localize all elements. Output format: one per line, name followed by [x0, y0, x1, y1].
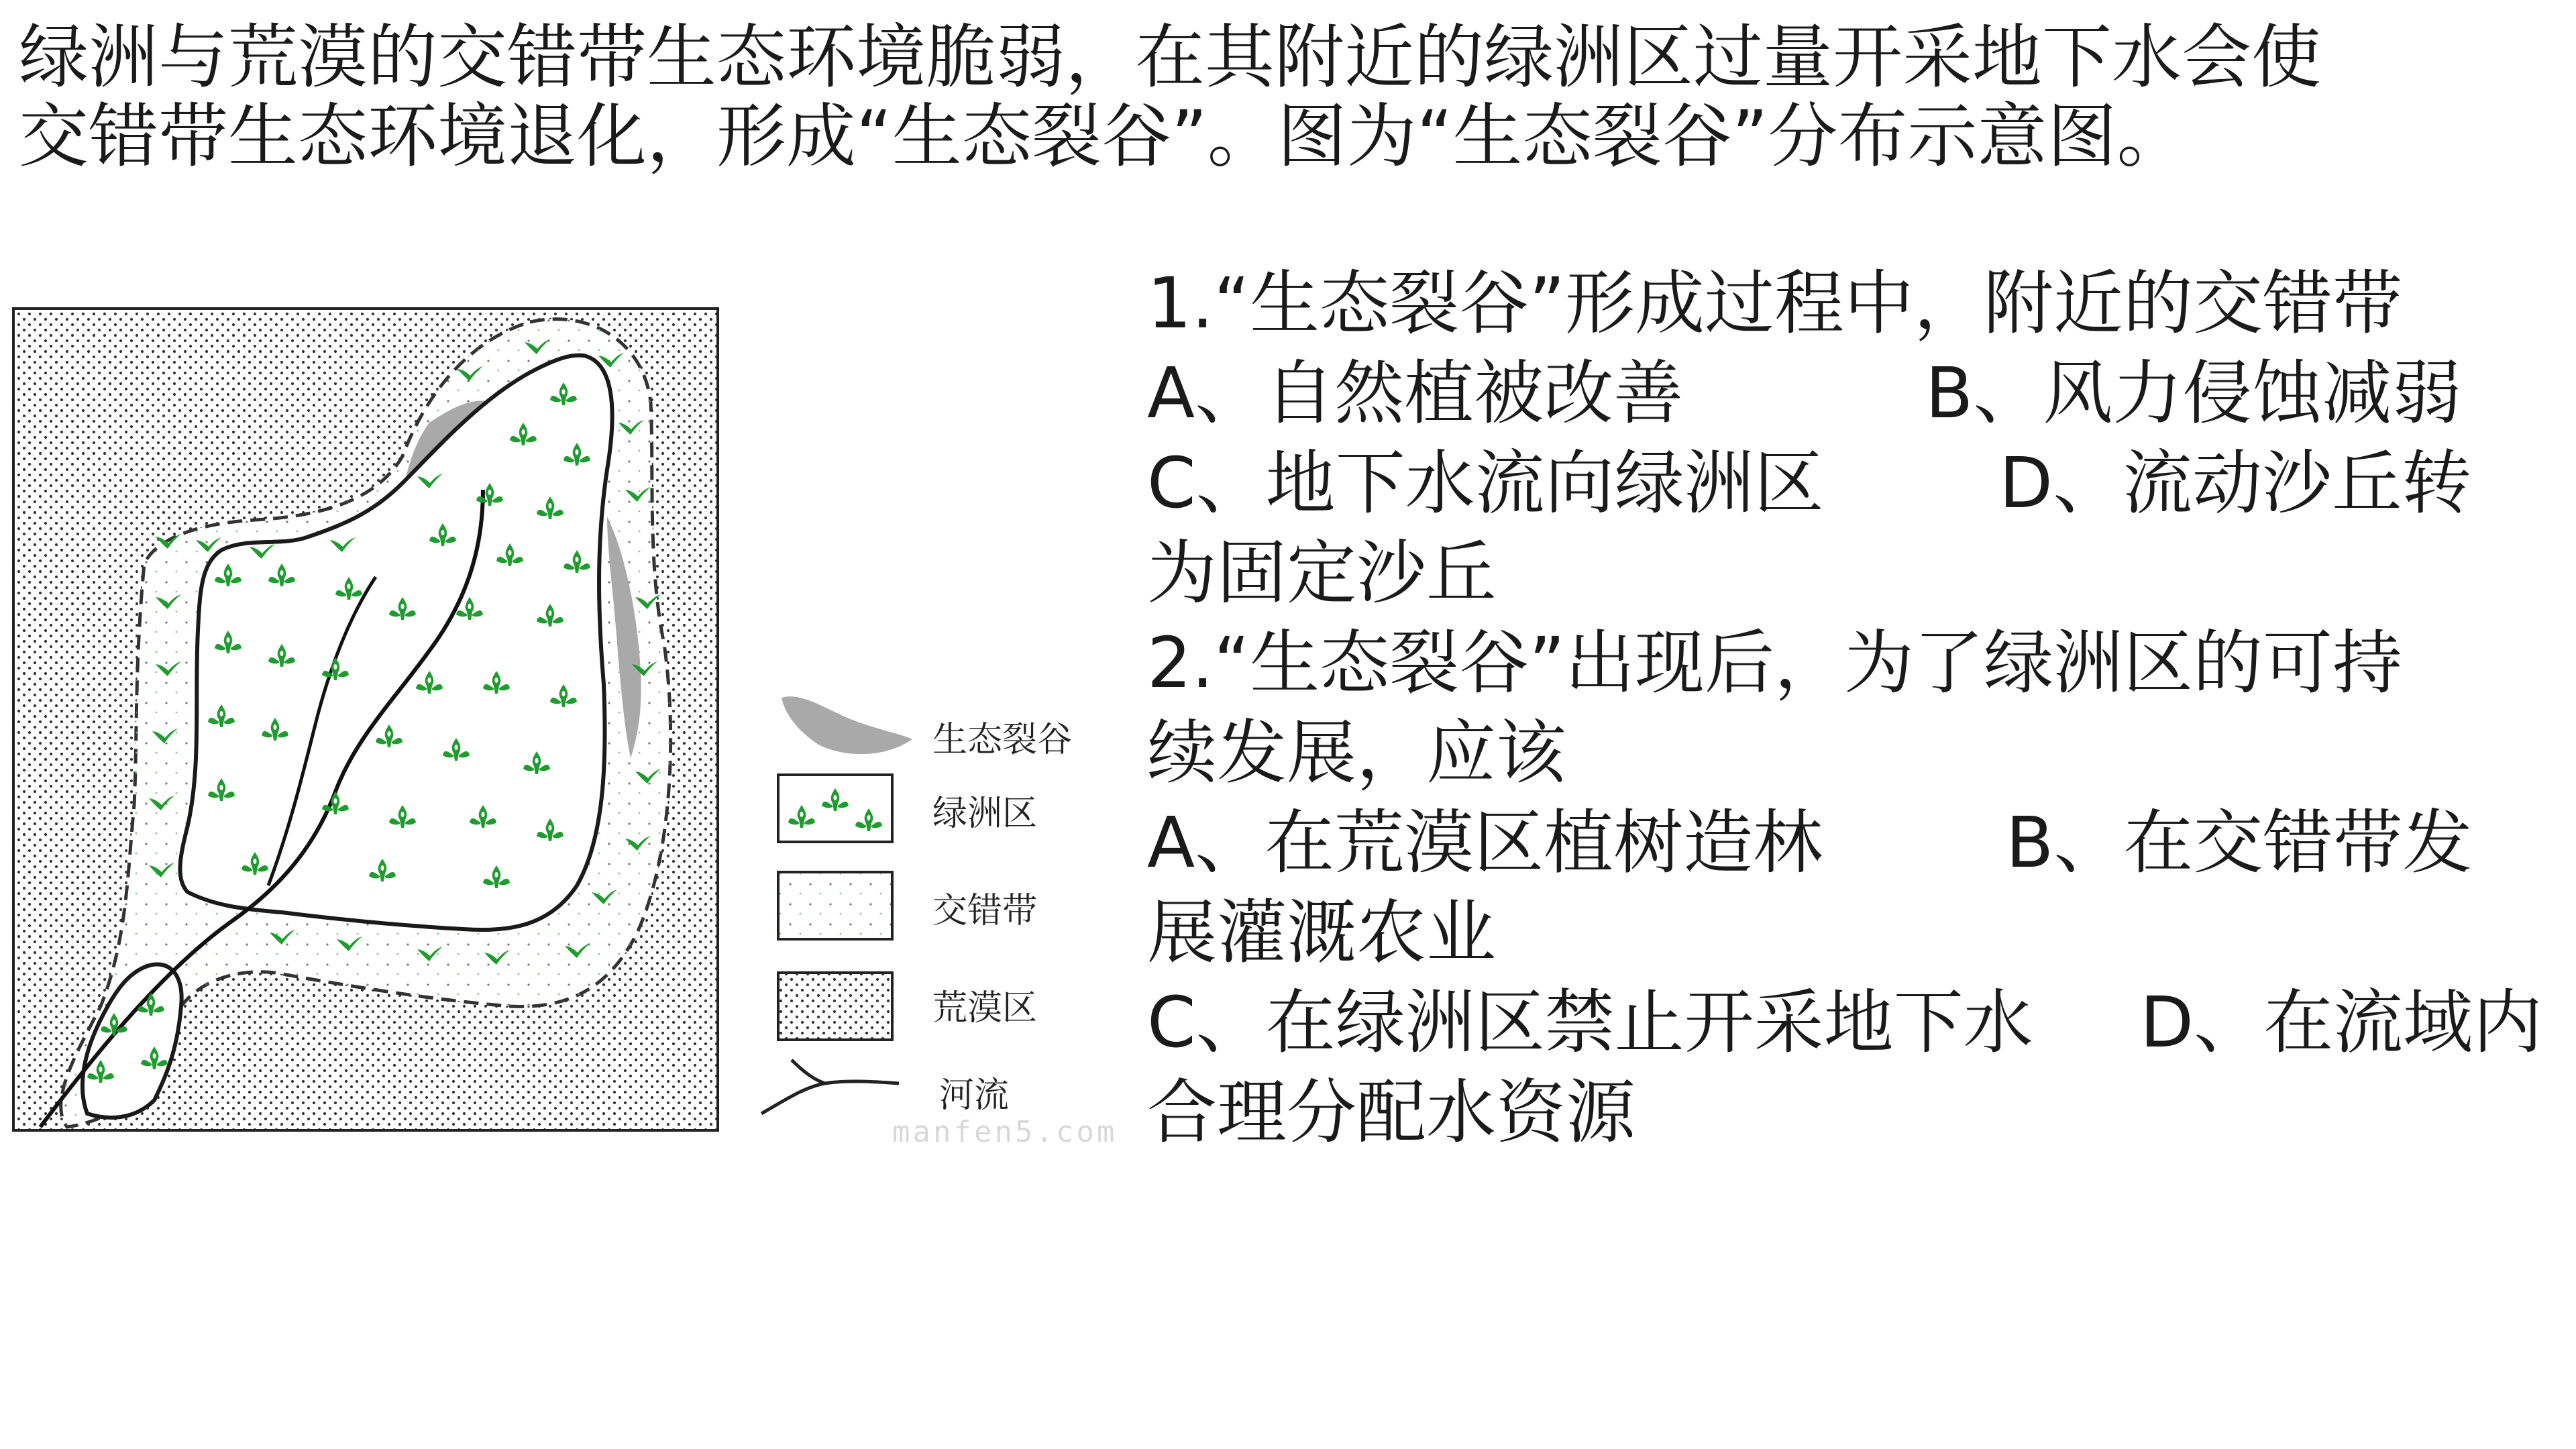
watermark: manfen5.com [892, 1115, 1118, 1149]
q2-stem-2: 续发展，应该 [1147, 712, 1566, 794]
q1-option-b[interactable]: B、风力侵蚀减弱 [1925, 352, 2462, 434]
intro-text [19, 17, 2568, 176]
q1-stem: 1.“生态裂谷”形成过程中，附近的交错带 [1147, 262, 2402, 344]
legend-river [761, 1060, 1009, 1116]
q2-option-d[interactable]: D、在流域内 [2140, 981, 2543, 1063]
legend-oasis-label: 绿洲区 [932, 794, 1038, 834]
legend-desert [778, 973, 1037, 1040]
ecological-rift-map [0, 295, 1147, 1154]
questions [1147, 258, 2563, 1157]
q1-option-a[interactable]: A、自然植被改善 [1147, 352, 1684, 434]
q1-options-cd [1147, 438, 2563, 528]
q1-option-d[interactable]: D、流动沙丘转 [1999, 442, 2472, 524]
legend-ecotone [778, 872, 1037, 939]
q2-stem-1: 2.“生态裂谷”出现后，为了绿洲区的可持 [1147, 622, 2402, 704]
intro-line-1: 绿洲与荒漠的交错带生态环境脆弱，在其附近的绿洲区过量开采地下水会使 [19, 16, 2322, 98]
q2-option-a[interactable]: A、在荒漠区植树造林 [1147, 802, 1823, 883]
legend-desert-label: 荒漠区 [932, 988, 1038, 1028]
q2-option-b-cont: 展灌溉农业 [1147, 892, 1497, 973]
legend-oasis [778, 775, 1037, 842]
legend-river-label: 河流 [939, 1075, 1010, 1116]
legend-rift-label: 生态裂谷 [932, 720, 1073, 760]
q2-options-ab [1147, 798, 2563, 888]
q1-option-c[interactable]: C、地下水流向绿洲区 [1147, 442, 1824, 524]
legend-rift [782, 696, 1072, 760]
q1-options-ab [1147, 348, 2563, 438]
map-legend [761, 696, 1072, 1116]
q1-option-d-cont: 为固定沙丘 [1147, 532, 1497, 614]
legend-ecotone-label: 交错带 [932, 891, 1038, 931]
q2-option-b[interactable]: B、在交错带发 [2006, 802, 2473, 883]
q2-options-cd [1147, 977, 2563, 1067]
intro-line-2: 交错带生态环境退化，形成“生态裂谷”。图为“生态裂谷”分布示意图。 [19, 95, 2187, 177]
q2-option-d-cont: 合理分配水资源 [1147, 1071, 1636, 1153]
q2-option-c[interactable]: C、在绿洲区禁止开采地下水 [1147, 981, 2033, 1063]
